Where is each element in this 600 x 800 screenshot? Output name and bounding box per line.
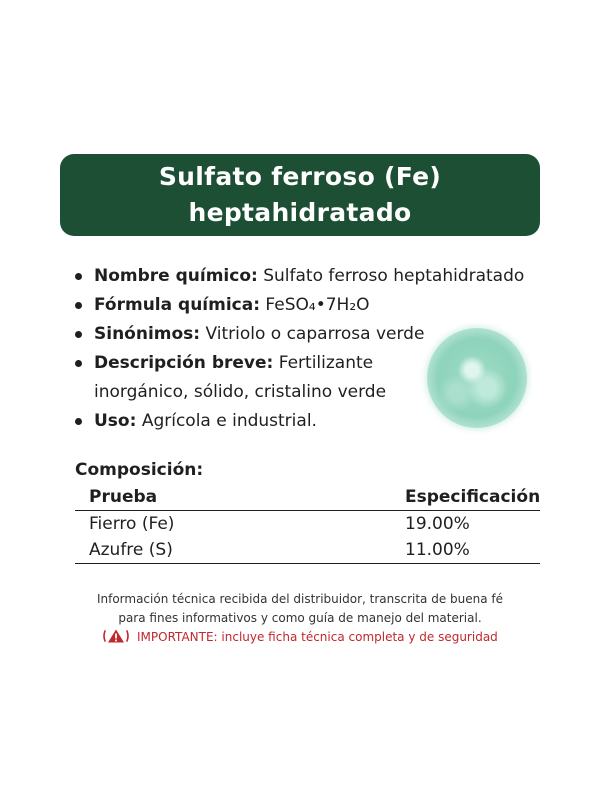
property-value: Sulfato ferroso heptahidratado [263,266,525,286]
property-chemical-formula [74,291,544,320]
property-value: FeSO₄•7H₂O [265,295,370,315]
property-value: Fertilizante inorgánico, sólido, cristalino verde [94,353,387,402]
product-powder-image [427,328,527,428]
header-specification: Especificación [405,487,541,507]
technical-note-line2: para fines informativos y como guía de manejo del material. [118,611,482,625]
property-value: Vitriolo o caparrosa verde [205,324,425,344]
table-row [75,537,540,564]
row-specification: 11.00% [405,540,470,560]
property-description-text [94,349,414,407]
property-key: Descripción breve: [94,353,274,373]
property-key: Fórmula química: [94,295,261,315]
warning-triangle-icon [102,628,130,649]
important-text: IMPORTANTE: incluye ficha técnica completa y de seguridad [137,630,498,644]
property-chemical-name [74,262,544,291]
row-specification: 19.00% [405,514,470,534]
product-title-banner [60,154,540,236]
technical-note [60,590,540,628]
technical-note-line1: Información técnica recibida del distribuidor, transcrita de buena fé [96,592,504,606]
property-key: Uso: [94,411,137,431]
row-test: Azufre (S) [89,540,173,560]
composition-table [75,484,540,564]
property-value: Agrícola e industrial. [141,411,317,431]
property-key: Nombre químico: [94,266,258,286]
header-test: Prueba [89,487,158,507]
composition-table-header [75,484,540,511]
composition-title: Composición: [75,460,204,480]
property-key: Sinónimos: [94,324,201,344]
product-title-line1: Sulfato ferroso (Fe) [158,162,442,191]
product-title-line2: heptahidratado [188,198,412,227]
table-row [75,511,540,537]
important-notice [60,628,540,649]
row-test: Fierro (Fe) [89,514,175,534]
